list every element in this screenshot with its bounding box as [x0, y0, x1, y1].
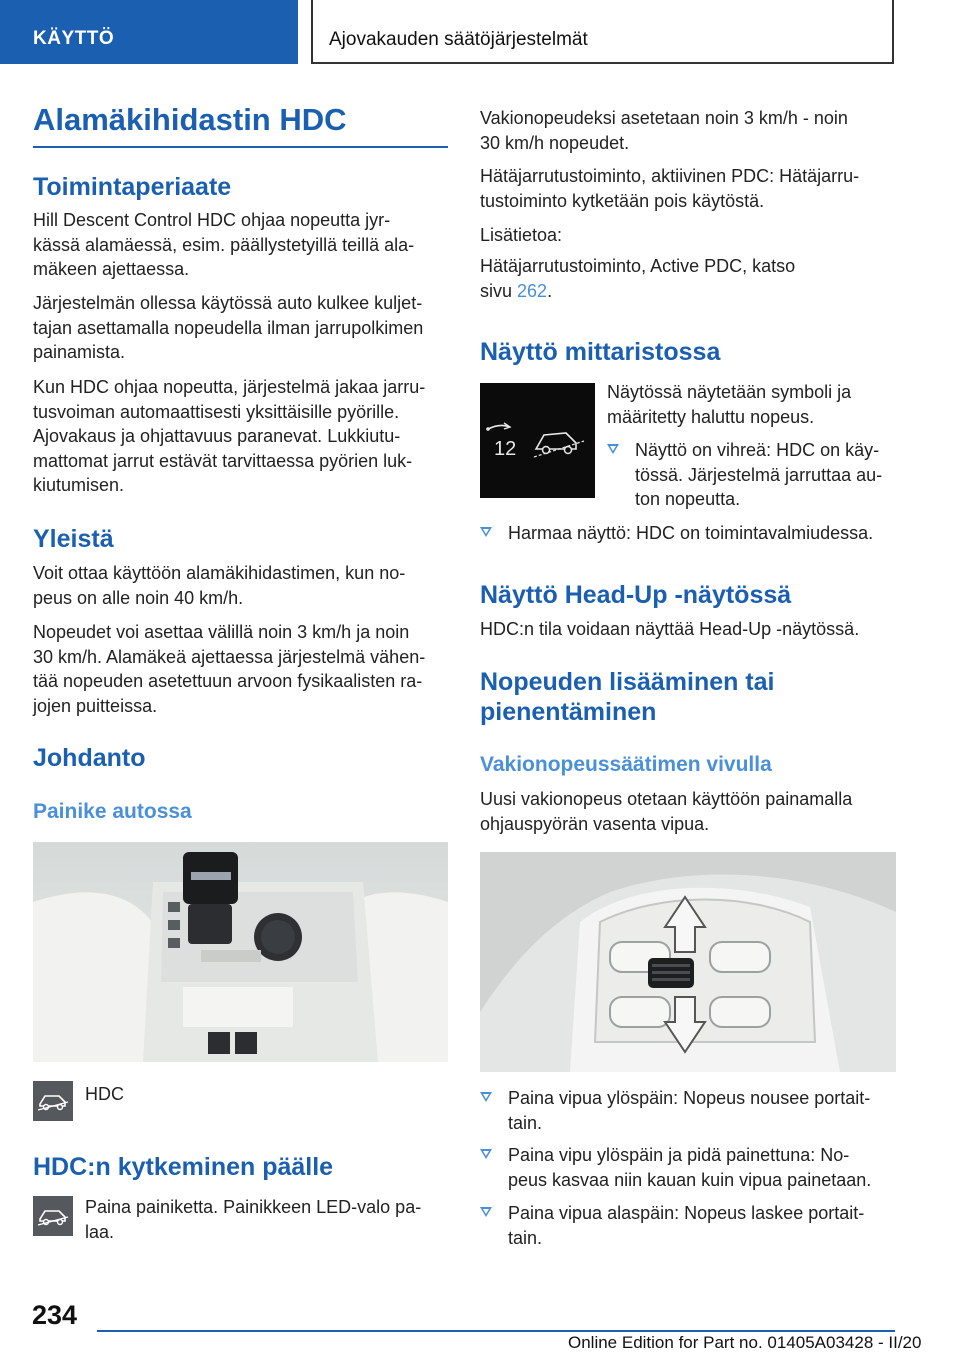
- bullet-triangle-icon: [480, 527, 492, 537]
- paragraph: Paina painiketta. Painikkeen LED-valo pa- laa.: [85, 1197, 422, 1242]
- paragraph: Lisätietoa:: [480, 225, 563, 245]
- bullet-text: Paina vipu ylöspäin ja pidä painettuna: No- peus kasvaa niin kauan kuin vipua painetaan.: [508, 1145, 872, 1190]
- paragraph: Vakionopeudeksi asetetaan noin 3 km/h - noin 30 km/h nopeudet.: [480, 108, 848, 153]
- footer-rule: [97, 1330, 895, 1332]
- bullet-text: Harmaa näyttö: HDC on toimintavalmiudessa.: [508, 523, 874, 543]
- page-title: Alamäkihidastin HDC: [33, 102, 347, 137]
- header-section-tab: KÄYTTÖ: [0, 0, 298, 64]
- paragraph: Järjestelmän ollessa käytössä auto kulkee kuljet- tajan asettamalla nopeudella ilman jarrupolkimen painamista.: [33, 293, 424, 362]
- center-console-illustration: [33, 842, 448, 1062]
- heading-display-cluster: Näyttö mittaristossa: [480, 338, 721, 366]
- bullet-text: Paina vipua alaspäin: Nopeus laskee portait- tain.: [508, 1203, 865, 1248]
- heading-headup: Näyttö Head-Up -näytössä: [480, 581, 792, 609]
- bullet-triangle-icon: [480, 1149, 492, 1159]
- steering-lever-image: [480, 852, 896, 1072]
- paragraph: Hill Descent Control HDC ohjaa nopeutta jyr- kässä alamäessä, esim. päällystetyillä teillä ala- mäkeen ajettaessa.: [33, 210, 415, 279]
- edition-note: Online Edition for Part no. 01405A03428 - II/20: [568, 1333, 922, 1352]
- speed-display-icon: [480, 383, 595, 498]
- paragraph: Uusi vakionopeus otetaan käyttöön painamalla ohjauspyörän vasenta vipua.: [480, 789, 853, 834]
- page-number: 234: [32, 1300, 78, 1330]
- right-column: [480, 0, 896, 1290]
- cluster-display-image: [480, 383, 595, 498]
- heading-intro: Johdanto: [33, 744, 146, 772]
- heading-activate: HDC:n kytkeminen päälle: [33, 1153, 334, 1181]
- heading-principle: Toimintaperiaate: [33, 173, 232, 201]
- bullet-triangle-icon: [480, 1092, 492, 1102]
- cross-ref-end: .: [547, 280, 553, 301]
- svg-text:12: 12: [494, 438, 517, 460]
- hdc-icon: [33, 1196, 73, 1236]
- paragraph: HDC:n tila voidaan näyttää Head-Up -näytössä.: [480, 619, 860, 639]
- heading-adjust-speed: Nopeuden lisääminen tai pienentäminen: [480, 668, 775, 726]
- page-link[interactable]: 262: [517, 280, 548, 301]
- bullet-text: Näyttö on vihreä: HDC on käy- tössä. Järjestelmä jarruttaa au- ton nopeutta.: [635, 440, 883, 509]
- center-console-image: [33, 842, 448, 1062]
- hdc-icon: [33, 1081, 73, 1121]
- paragraph: Hätäjarrutustoiminto, aktiivinen PDC: Hätäjarru- tustoiminto kytketään pois käytöstä.: [480, 166, 860, 211]
- bullet-text: Paina vipua ylöspäin: Nopeus nousee portait- tain.: [508, 1088, 871, 1133]
- left-column: [33, 0, 448, 1290]
- heading-general: Yleistä: [33, 525, 114, 553]
- bullet-triangle-icon: [480, 1207, 492, 1217]
- paragraph: Kun HDC ohjaa nopeutta, järjestelmä jakaa jarru- tusvoiman automaattisesti yksittäisille pyörille. Ajovakaus ja ohjattavuus paranevat. Lukkiutu- mattomat jarrut estävät tarvittaessa pyörien luk- kiutumisen.: [33, 377, 426, 495]
- header-chapter-title: Ajovakauden säätöjärjestelmät: [311, 0, 894, 64]
- title-rule: [33, 146, 448, 148]
- paragraph: Näytössä näytetään symboli ja määritetty haluttu nopeus.: [607, 382, 852, 427]
- paragraph: Voit ottaa käyttöön alamäkihidastimen, kun no- peus on alle noin 40 km/h.: [33, 563, 406, 608]
- paragraph: [480, 254, 795, 303]
- steering-lever-illustration: [480, 852, 896, 1072]
- hdc-icon-label: HDC: [85, 1084, 124, 1104]
- bullet-triangle-icon: [607, 444, 619, 454]
- heading-lever: Vakionopeussäätimen vivulla: [480, 753, 772, 776]
- cross-ref-text: Hätäjarrutustoiminto, Active PDC, katso sivu: [480, 256, 796, 301]
- paragraph: Nopeudet voi asettaa välillä noin 3 km/h ja noin 30 km/h. Alamäkeä ajettaessa järjestelmä vähen- tää nopeuden asetettuun arvoon fysikaalisten ra- jojen puitteissa.: [33, 622, 426, 716]
- heading-button-in-car: Painike autossa: [33, 800, 192, 823]
